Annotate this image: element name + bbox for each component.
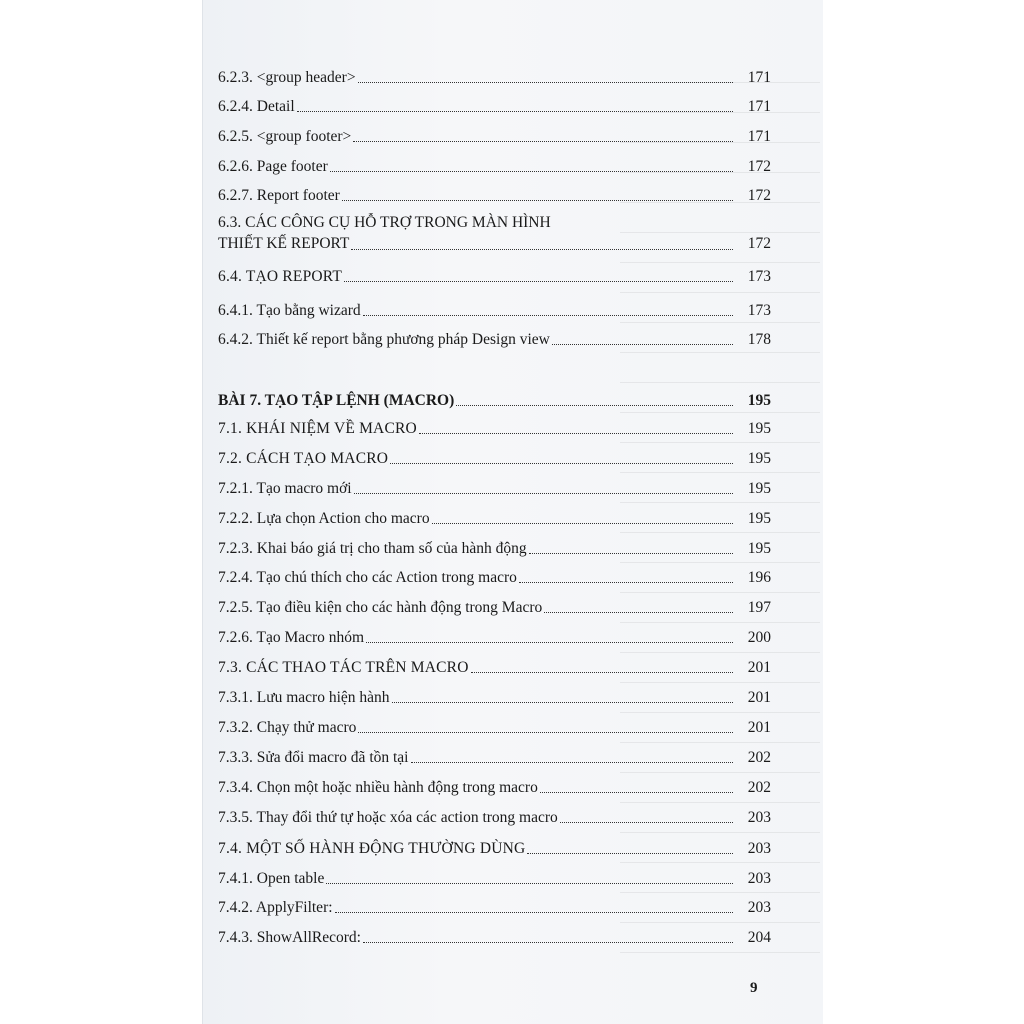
dot-leader [411,762,734,763]
toc-entry-label: 6.2.3. <group header> [218,69,356,86]
toc-entry-page: 172 [747,187,771,204]
toc-entry[interactable] [218,928,771,947]
dot-leader [392,702,733,703]
dot-leader [544,612,733,613]
dot-leader [330,171,733,172]
dot-leader [354,493,733,494]
toc-entry-label: 7.4.3. ShowAllRecord: [218,929,361,946]
toc-entry-label: 7.2.4. Tạo chú thích cho các Action trong macro [218,569,517,586]
toc-entry-page: 173 [747,268,771,285]
toc-entry[interactable] [218,869,771,888]
dot-leader [456,405,733,406]
toc-entry-page: 201 [747,659,771,676]
toc-entry[interactable] [218,658,771,677]
toc-entry-label: 7.2. CÁCH TẠO MACRO [218,450,389,467]
toc-entry[interactable] [218,97,771,116]
toc-entry-label: 7.3.5. Thay đổi thứ tự hoặc xóa các action trong macro [218,809,558,826]
toc-entry-label: 6.4.2. Thiết kế report bằng phương pháp Design view [218,331,550,348]
toc-entry[interactable] [218,509,771,528]
dot-leader [326,883,733,884]
toc-entry-label: 7.2.5. Tạo điều kiện cho các hành động trong Macro [218,599,543,616]
toc-entry-label: 7.4. MỘT SỐ HÀNH ĐỘNG THƯỜNG DÙNG [218,840,526,857]
toc-entry-page: 195 [747,540,771,557]
toc-entry-page: 196 [747,569,771,586]
toc-entry-page: 172 [747,158,771,175]
toc-entry[interactable] [218,898,771,917]
toc-entry[interactable] [218,68,771,87]
toc-entry-label: 7.3.1. Lưu macro hiện hành [218,689,390,706]
toc-entry-page: 203 [747,809,771,826]
toc-entry-page: 171 [747,98,771,115]
toc-entry-label: 6.2.4. Detail [218,98,295,115]
toc-entry[interactable] [218,778,771,797]
toc-entry[interactable] [218,127,771,146]
toc-entry[interactable] [218,539,771,558]
toc-entry[interactable] [218,568,771,587]
toc-entry-page: 201 [747,689,771,706]
toc-entry-label: 7.2.2. Lựa chọn Action cho macro [218,510,430,527]
toc-entry[interactable] [218,157,771,176]
toc-entry-page: 195 [747,420,771,437]
dot-leader [297,111,733,112]
toc-entry[interactable] [218,688,771,707]
toc-entry[interactable] [218,330,771,349]
dot-leader [529,553,733,554]
dot-leader [358,732,733,733]
dot-leader [351,249,733,250]
toc-entry-page: 202 [747,779,771,796]
toc-entry[interactable] [218,186,771,205]
toc-entry-page: 195 [747,450,771,467]
dot-leader [552,344,733,345]
toc-entry[interactable] [218,212,771,254]
toc-entry-label: 6.4.1. Tạo bằng wizard [218,302,361,319]
toc-entry-page: 200 [747,629,771,646]
toc-entry-label: 7.3.2. Chạy thử macro [218,719,357,736]
toc-entry[interactable] [218,839,771,858]
dot-leader [358,82,733,83]
toc-chapter-heading[interactable] [218,391,771,410]
toc-entry-page: 203 [747,870,771,887]
dot-leader [519,582,733,583]
dot-leader [363,942,733,943]
toc-entry[interactable] [218,628,771,647]
dot-leader [363,315,733,316]
page-number: 9 [750,980,758,996]
toc-entry-label: 6.2.6. Page footer [218,158,328,175]
toc-entry-page: 203 [747,840,771,857]
dot-leader [342,200,733,201]
toc-entry[interactable] [218,598,771,617]
toc-entry[interactable] [218,449,771,468]
toc-entry-label: 7.2.3. Khai báo giá trị cho tham số của hành động [218,540,527,557]
toc-entry-page: 203 [747,899,771,916]
toc-entry-label: 7.3.4. Chọn một hoặc nhiều hành động trong macro [218,779,538,796]
toc-entry-label: 7.2.6. Tạo Macro nhóm [218,629,365,646]
dot-leader [527,853,733,854]
dot-leader [366,642,733,643]
dot-leader [419,433,733,434]
toc-entry-page: 173 [747,302,771,319]
dot-leader [471,672,733,673]
toc-entry-page: 195 [747,510,771,527]
toc-entry-label: 7.4.1. Open table [218,870,325,887]
toc-entry-label: 6.2.7. Report footer [218,187,340,204]
toc-entry-page: 195 [747,392,771,409]
toc-entry-label: 6.2.5. <group footer> [218,128,352,145]
toc-entry-label: 7.3.3. Sửa đổi macro đã tồn tại [218,749,409,766]
toc-entry-label-line1: 6.3. CÁC CÔNG CỤ HỖ TRỢ TRONG MÀN HÌNH [218,214,551,231]
toc-entry-label: 7.3. CÁC THAO TÁC TRÊN MACRO [218,659,469,676]
toc-entry-label: 7.1. KHÁI NIỆM VỀ MACRO [218,420,417,437]
dot-leader [344,281,733,282]
toc-entry-page: 202 [747,749,771,766]
toc-entry[interactable] [218,479,771,498]
dot-leader [390,463,733,464]
toc-entry-label: BÀI 7. TẠO TẬP LỆNH (MACRO) [218,392,455,409]
dot-leader [353,141,733,142]
toc-entry-page: 204 [747,929,771,946]
toc-entry-label: 7.2.1. Tạo macro mới [218,480,352,497]
dot-leader [432,523,733,524]
toc-entry-label-line2: THIẾT KẾ REPORT [218,235,350,252]
toc-entry-page: 172 [747,235,771,252]
toc-entry[interactable] [218,718,771,737]
toc-entry-page: 201 [747,719,771,736]
toc-entry[interactable] [218,267,771,286]
toc-entry-page: 195 [747,480,771,497]
toc-entry-page: 197 [747,599,771,616]
dot-leader [335,912,733,913]
toc-entry[interactable] [218,748,771,767]
toc-entry-label: 7.4.2. ApplyFilter: [218,899,333,916]
toc-entry-label: 6.4. TẠO REPORT [218,268,343,285]
toc-entry[interactable] [218,301,771,320]
toc-entry[interactable] [218,419,771,438]
toc-entry-page: 178 [747,331,771,348]
dot-leader [540,792,733,793]
toc-entry-page: 171 [747,128,771,145]
toc-entry[interactable] [218,808,771,827]
dot-leader [560,822,733,823]
toc-entry-page: 171 [747,69,771,86]
